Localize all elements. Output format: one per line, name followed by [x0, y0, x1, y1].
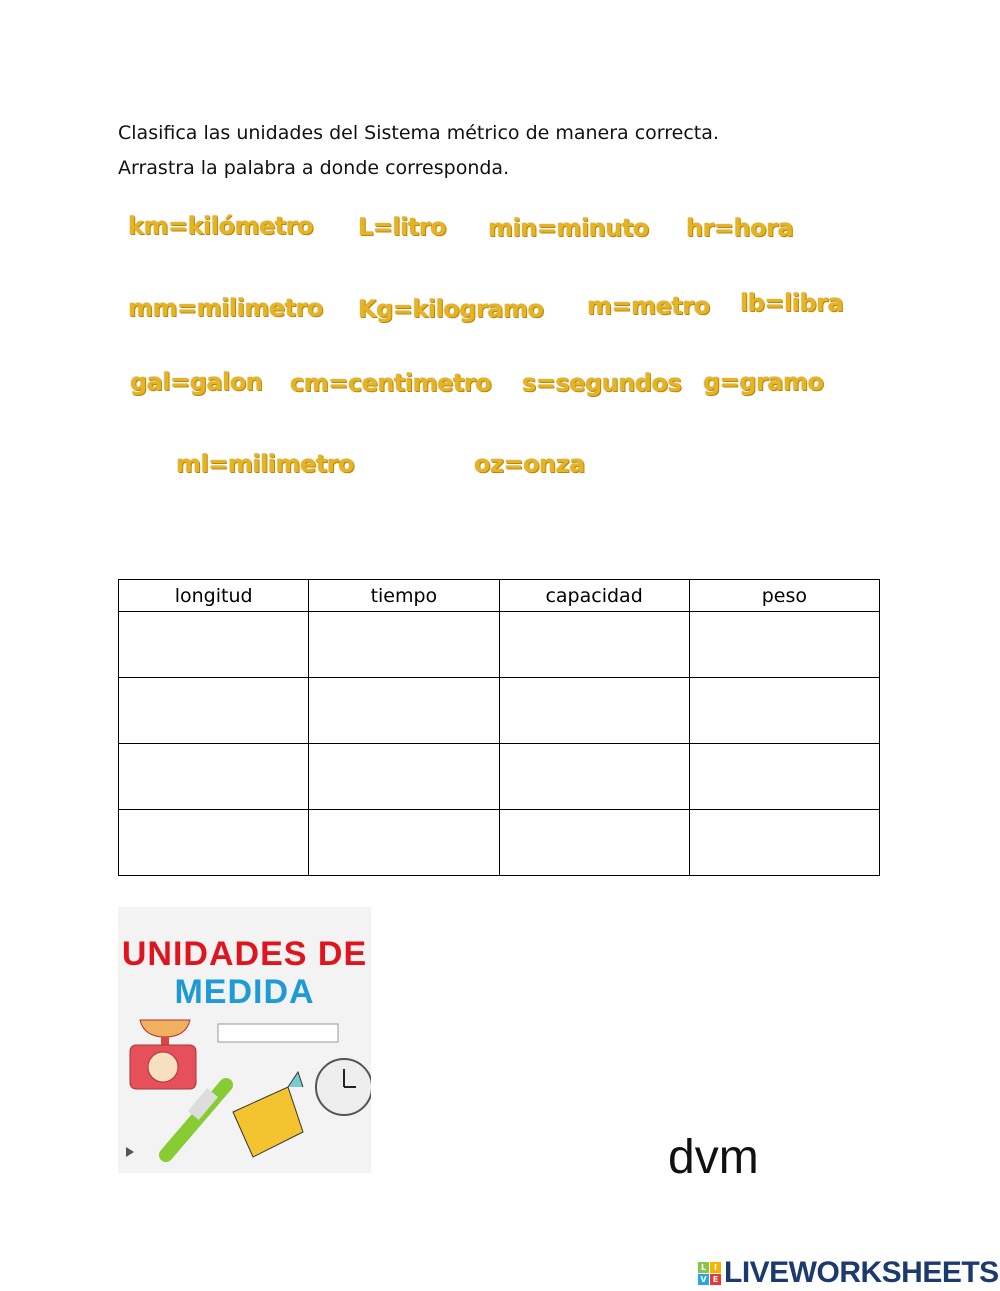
drop-cell[interactable] [499, 678, 689, 744]
drop-cell[interactable] [119, 612, 309, 678]
badge-letter: E [710, 1274, 721, 1285]
draggable-word[interactable]: m=metro [587, 292, 710, 320]
draggable-word[interactable]: km=kilómetro [128, 212, 314, 240]
drop-cell[interactable] [119, 744, 309, 810]
header-peso: peso [689, 580, 879, 612]
table-row [119, 678, 880, 744]
thermometer-icon [166, 1085, 226, 1155]
drop-cell[interactable] [119, 810, 309, 876]
author-signature: dvm [668, 1131, 759, 1184]
badge-letter: L [698, 1262, 709, 1273]
table-row [119, 744, 880, 810]
instruction-line-2: Arrastra la palabra a donde corresponda. [118, 157, 510, 179]
instruction-line-1: Clasifica las unidades del Sistema métrico de manera correcta. [118, 122, 719, 144]
drop-cell[interactable] [499, 810, 689, 876]
draggable-word[interactable]: Kg=kilogramo [358, 295, 544, 323]
liveworksheets-logo[interactable] [698, 1256, 999, 1290]
table-row [119, 810, 880, 876]
draggable-word[interactable]: gal=galon [130, 368, 263, 396]
header-longitud: longitud [119, 580, 309, 612]
drop-cell[interactable] [499, 612, 689, 678]
draggable-word[interactable]: s=segundos [522, 369, 682, 397]
table-row [119, 612, 880, 678]
header-capacidad: capacidad [499, 580, 689, 612]
draggable-word[interactable]: ml=milimetro [176, 450, 355, 478]
scale-icon [130, 1020, 196, 1089]
header-tiempo: tiempo [309, 580, 499, 612]
draggable-word[interactable]: oz=onza [474, 450, 585, 478]
classification-table [118, 579, 880, 876]
measurement-tools-illustration [118, 907, 371, 1173]
draggable-word[interactable]: min=minuto [488, 214, 649, 242]
brand-name: LIVEWORKSHEETS [724, 1256, 999, 1289]
badge-letter: V [698, 1274, 709, 1285]
drop-cell[interactable] [499, 744, 689, 810]
draggable-word[interactable]: g=gramo [703, 368, 824, 396]
unidades-de-medida-image [118, 907, 371, 1173]
draggable-word[interactable]: lb=libra [740, 289, 844, 317]
badge-letter: I [710, 1262, 721, 1273]
drop-cell[interactable] [689, 678, 879, 744]
draggable-word[interactable]: hr=hora [686, 214, 794, 242]
draggable-word[interactable]: cm=centimetro [290, 369, 492, 397]
table-header-row [119, 580, 880, 612]
drop-cell[interactable] [689, 612, 879, 678]
drop-cell[interactable] [689, 744, 879, 810]
drop-cell[interactable] [119, 678, 309, 744]
ruler-icon [218, 1024, 338, 1042]
draggable-word[interactable]: L=litro [358, 213, 447, 241]
drop-cell[interactable] [689, 810, 879, 876]
drop-cell[interactable] [309, 744, 499, 810]
image-title-line-1: UNIDADES DE [121, 935, 368, 973]
drop-cell[interactable] [309, 678, 499, 744]
image-title-line-2: MEDIDA [174, 973, 315, 1011]
drop-cell[interactable] [309, 612, 499, 678]
live-badge-icon [698, 1262, 721, 1285]
clock-icon [316, 1059, 371, 1115]
drop-cell[interactable] [309, 810, 499, 876]
measuring-jug-icon [233, 1072, 303, 1157]
play-icon [126, 1147, 134, 1157]
draggable-word[interactable]: mm=milimetro [128, 294, 323, 322]
